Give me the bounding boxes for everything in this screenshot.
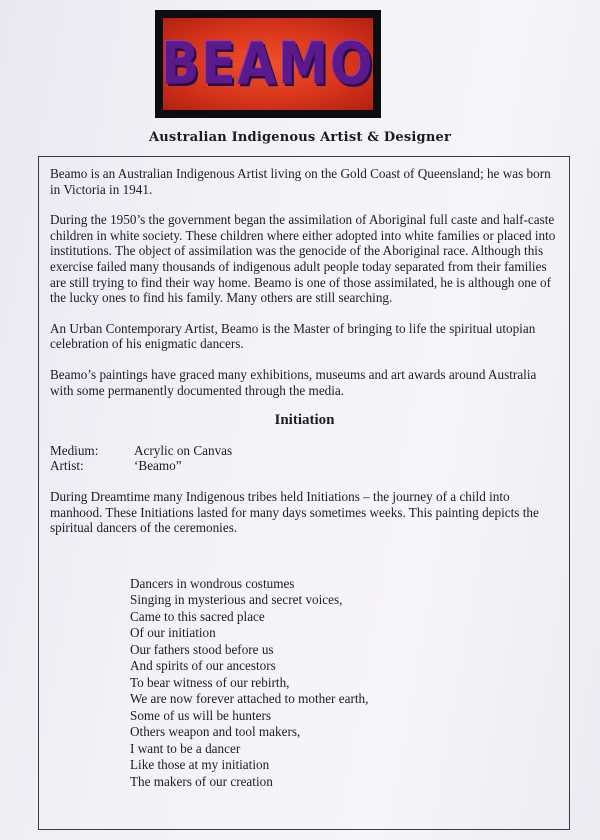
poem-line: The makers of our creation	[130, 773, 273, 789]
artist-label: Artist:	[50, 458, 84, 474]
poem-line: Dancers in wondrous costumes	[130, 575, 295, 591]
poem-line: Came to this sacred place	[130, 608, 265, 624]
poem-line: Some of us will be hunters	[130, 707, 272, 723]
artwork-meta	[50, 443, 559, 474]
intro-paragraph: Beamo is an Australian Indigenous Artist living on the Gold Coast of Queensland; he was born in Victoria in 1941.	[50, 166, 551, 197]
intro-paragraph: An Urban Contemporary Artist, Beamo is the Master of bringing to life the spiritual utopian celebration of his enigmatic dancers.	[50, 320, 536, 352]
poem	[130, 576, 559, 791]
poem-line: And spirits of our ancestors	[130, 658, 276, 674]
artist-row	[50, 458, 559, 474]
artwork-description: During Dreamtime many Indigenous tribes held Initiations – the journey of a child into manhood. These Initiations lasted for many days sometimes weeks. This painting depicts the spiritual dancers of the ceremonies.	[50, 488, 539, 536]
poem-line: Of our initiation	[130, 625, 216, 641]
poem-line: I want to be a dancer	[130, 740, 241, 756]
poem-line: Our fathers stood before us	[130, 641, 274, 657]
medium-value: Acrylic on Canvas	[134, 442, 233, 458]
logo-text: BEAMO	[161, 30, 375, 98]
text-frame	[38, 156, 570, 830]
beamo-logo	[155, 10, 381, 118]
artist-value: ‘Beamo”	[134, 458, 182, 474]
artwork-title: Initiation	[274, 412, 335, 429]
poem-line: To bear witness of our rebirth,	[130, 674, 290, 690]
poem-line: Like those at my initiation	[130, 757, 270, 773]
logo-background	[163, 18, 373, 110]
medium-label: Medium:	[50, 442, 99, 458]
intro-paragraph: During the 1950’s the government began the assimilation of Aboriginal full caste and half-caste children in white society. These children where either adopted into white families or placed into institutions. The object of assimilation was the genocide of the Aboriginal race. Although this exercise failed many thousands of indigenous adult people today separated from their families are still trying to find their way home. Beamo is one of those assimilated, he is although one of the lucky ones to find his family. Many others are still searching.	[50, 212, 556, 306]
tagline: Australian Indigenous Artist & Designer	[148, 130, 451, 145]
poem-line: We are now forever attached to mother earth,	[130, 691, 369, 707]
poem-line: Others weapon and tool makers,	[130, 724, 301, 740]
poem-line: Singing in mysterious and secret voices,	[130, 592, 343, 608]
intro-paragraph: Beamo’s paintings have graced many exhibitions, museums and art awards around Australia with some permanently documented through the media.	[50, 366, 537, 398]
medium-row	[50, 443, 559, 459]
